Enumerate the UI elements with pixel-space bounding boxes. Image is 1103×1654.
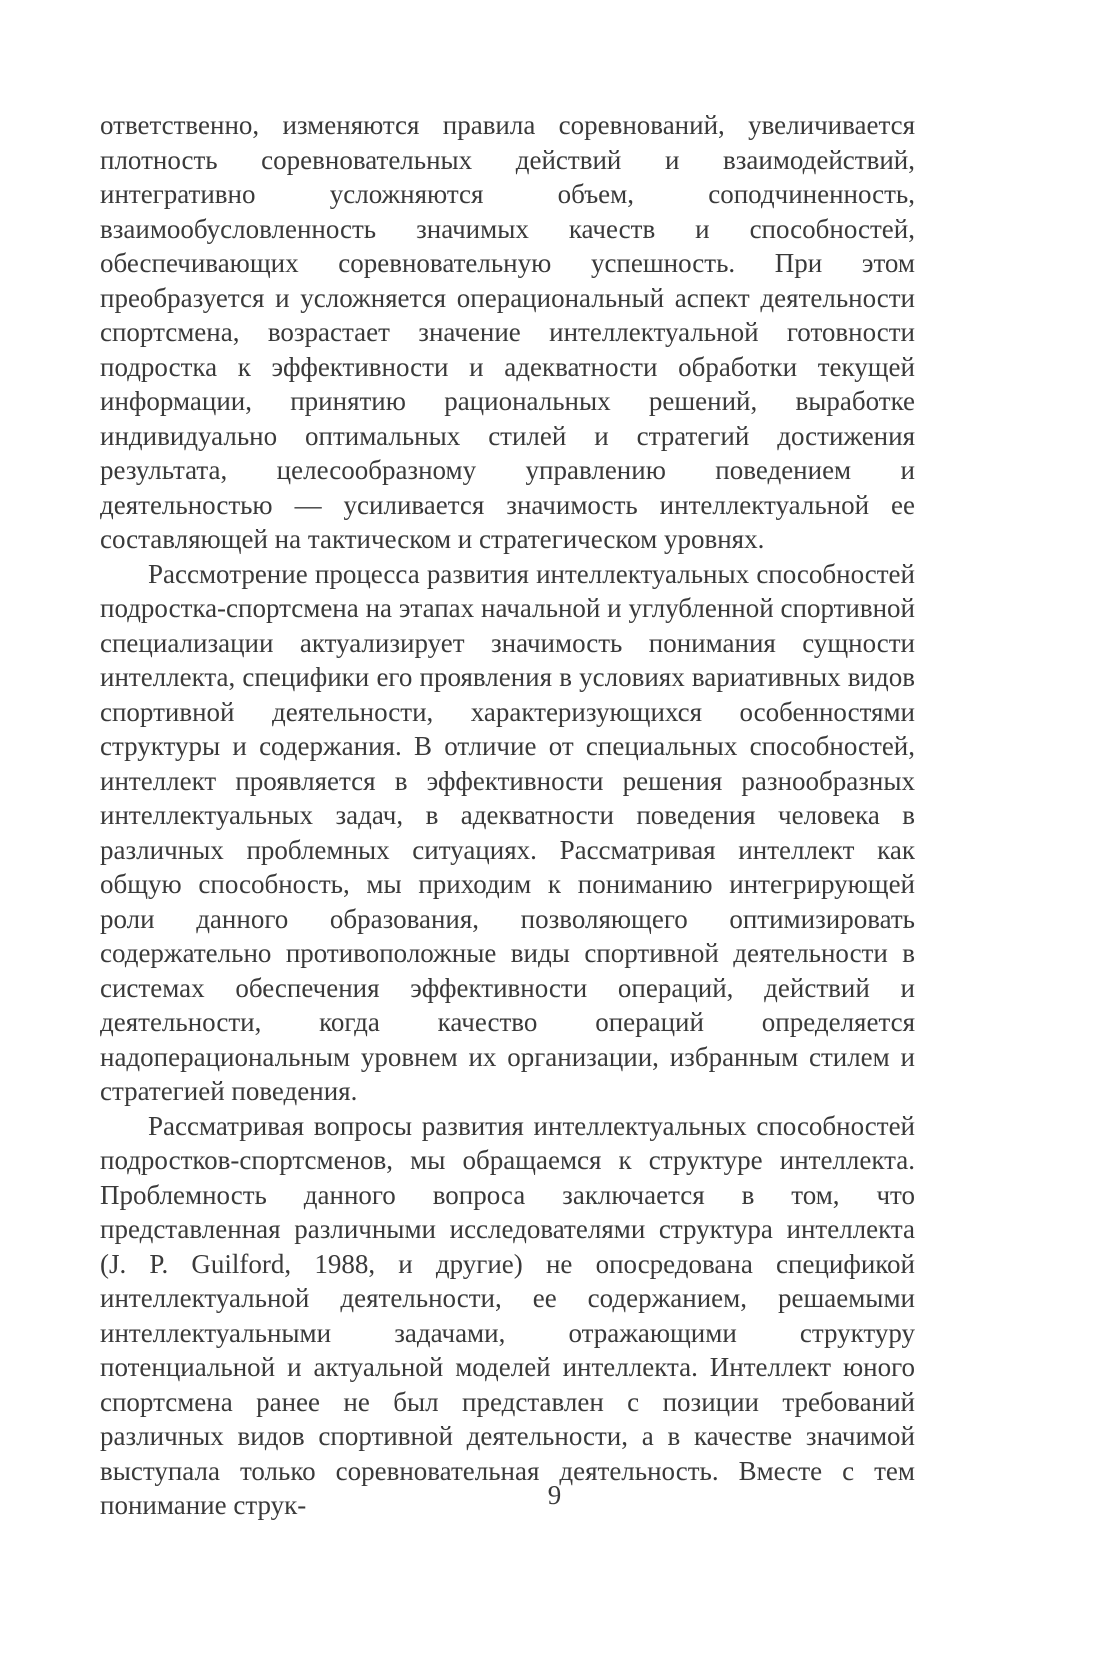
- page-number: 9: [547, 1480, 562, 1510]
- body-text: [100, 108, 915, 1523]
- paragraph-1: ответственно, изменяются правила соревнований, увеличивается плотность соревновательных действий и взаимодействий, интегративно усложняются объем, соподчиненность, взаимообусловленность значимых качеств и способностей, обеспечивающих соревновательную успешность. При этом преобразуется и усложняется операциональный аспект деятельности спортсмена, возрастает значение интеллектуальной готовности подростка к эффективности и адекватности обработки текущей информации, принятию рациональных решений, выработке индивидуально оптимальных стилей и стратегий достижения результата, целесообразному управлению поведением и деятельностью — усиливается значимость интеллектуальной ее составляющей на тактическом и стратегическом уровнях.: [100, 110, 915, 554]
- paragraph-2: Рассмотрение процесса развития интеллектуальных способностей подростка-спортсмена на этапах начальной и углубленной спортивной специализации актуализирует значимость понимания сущности интеллекта, специфики его проявления в условиях вариативных видов спортивной деятельности, характеризующихся особенностями структуры и содержания. В отличие от специальных способностей, интеллект проявляется в эффективности решения разнообразных интеллектуальных задач, в адекватности поведения человека в различных проблемных ситуациях. Рассматривая интеллект как общую способность, мы приходим к пониманию интегрирующей роли данного образования, позволяющего оптимизировать содержательно противоположные виды спортивной деятельности в системах обеспечения эффективности операций, действий и деятельности, когда качество операций определяется надоперациональным уровнем их организации, избранным стилем и стратегией поведения.: [100, 558, 915, 1106]
- paragraph-3: Рассматривая вопросы развития интеллектуальных способностей подростков-спортсменов, мы обращаемся к структуре интеллекта. Проблемность данного вопроса заключается в том, что представленная различными исследователями структура интеллекта (J. P. Guilford, 1988, и другие) не опосредована спецификой интеллектуальной деятельности, ее содержанием, решаемыми интеллектуальными задачами, отражающими структуру потенциальной и актуальной моделей интеллекта. Интеллект юного спортсмена ранее не был представлен с позиции требований различных видов спортивной деятельности, а в качестве значимой выступала только соревновательная деятельность. Вместе с тем понимание струк-: [100, 1110, 915, 1520]
